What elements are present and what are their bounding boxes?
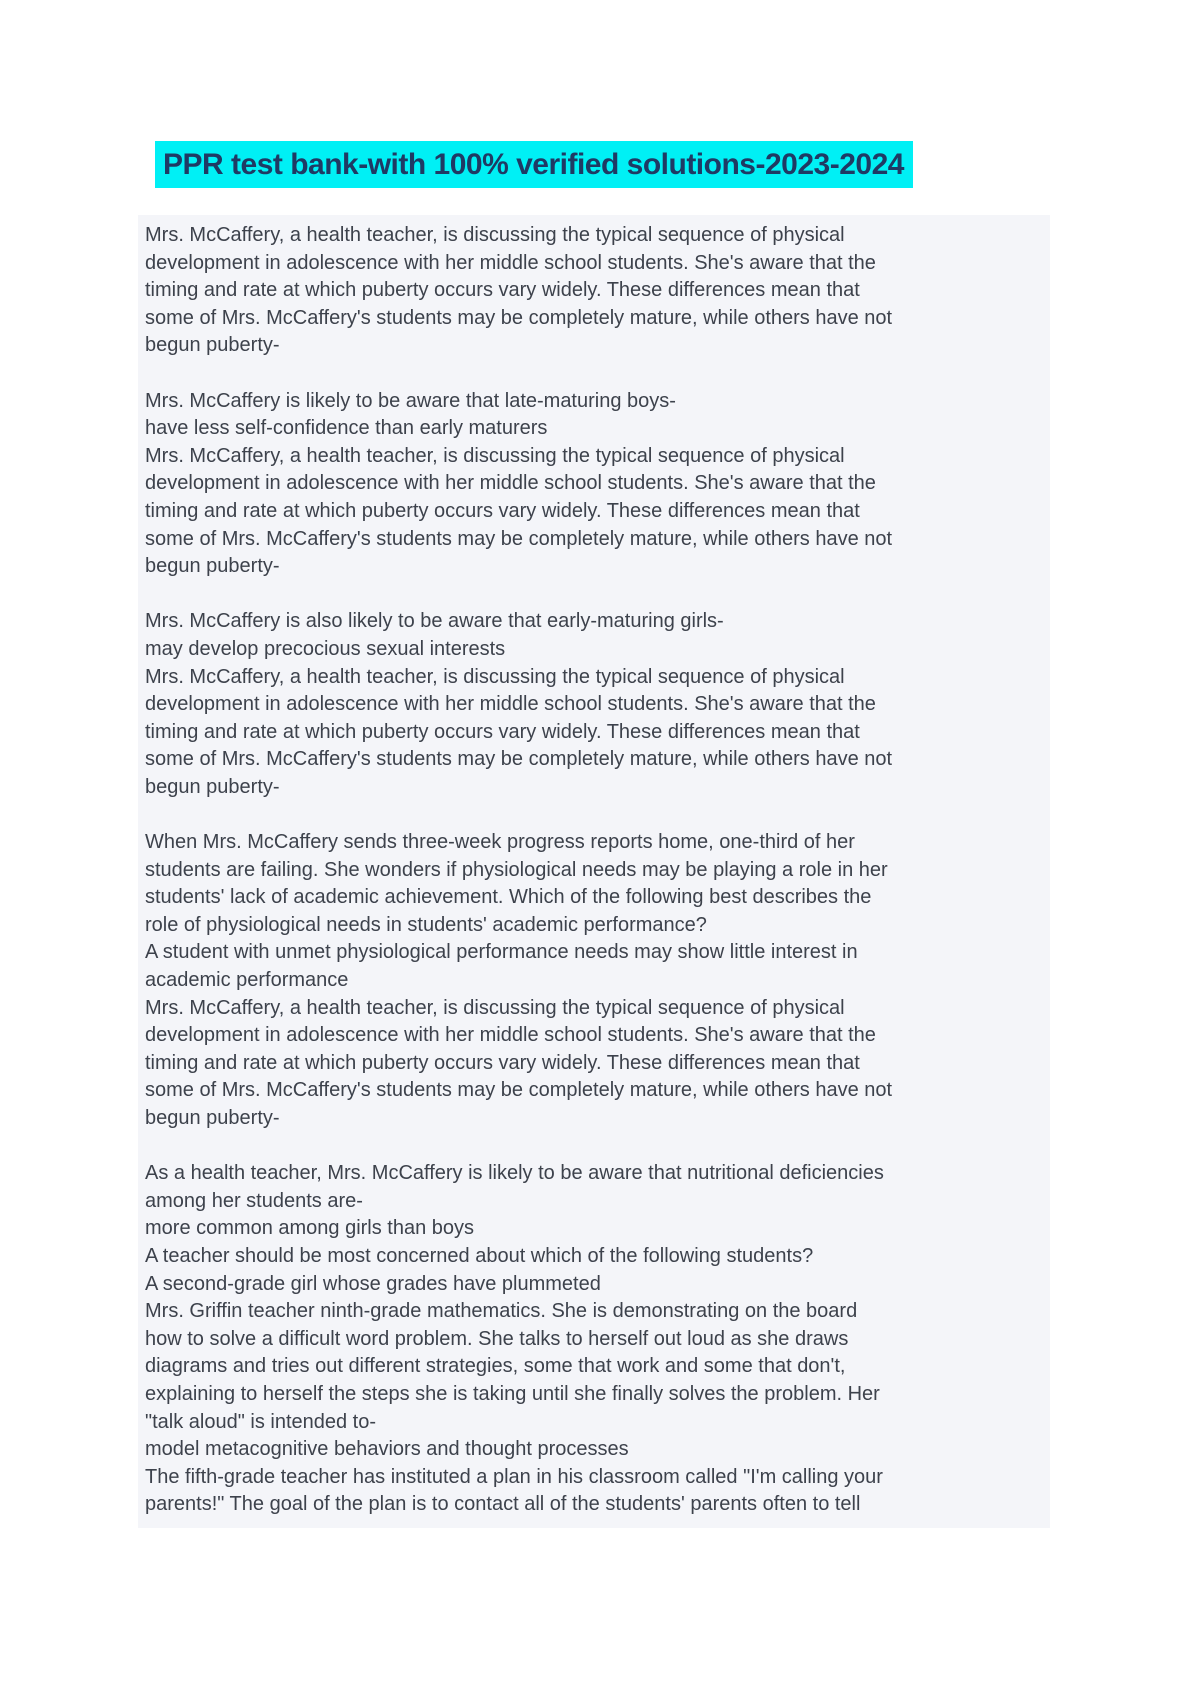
text-line: A student with unmet physiological performance needs may show little interest in	[145, 941, 858, 964]
blank-line	[145, 360, 1045, 388]
text-line: diagrams and tries out different strategies, some that work and some that don't,	[145, 1355, 846, 1378]
text-line: model metacognitive behaviors and thought processes	[145, 1438, 629, 1461]
text-line: Mrs. McCaffery is also likely to be aware that early-maturing girls-	[145, 610, 724, 633]
text-line: begun puberty-	[145, 555, 280, 578]
text-line: development in adolescence with her middle school students. She's aware that the	[145, 693, 876, 716]
text-line: Mrs. Griffin teacher ninth-grade mathematics. She is demonstrating on the board	[145, 1300, 858, 1323]
blank-line	[145, 581, 1045, 609]
text-line: role of physiological needs in students' academic performance?	[145, 913, 707, 936]
text-line: begun puberty-	[145, 775, 280, 798]
text-line: Mrs. McCaffery, a health teacher, is discussing the typical sequence of physical	[145, 665, 845, 688]
text-line: development in adolescence with her middle school students. She's aware that the	[145, 472, 876, 495]
text-line: begun puberty-	[145, 1107, 280, 1129]
text-line: parents!" The goal of the plan is to contact all of the students' parents often to tell	[145, 1493, 861, 1516]
text-line: development in adolescence with her middle school students. She's aware that the	[145, 1024, 876, 1047]
document-body	[138, 215, 1050, 1528]
blank-line	[145, 1133, 1045, 1161]
text-line: timing and rate at which puberty occurs vary widely. These differences mean that	[145, 499, 860, 522]
text-line: students are failing. She wonders if physiological needs may be playing a role in her	[145, 858, 888, 881]
text-line: some of Mrs. McCaffery's students may be completely mature, while others have not	[145, 1079, 893, 1102]
text-line: among her students are-	[145, 1189, 363, 1212]
text-line: how to solve a difficult word problem. She talks to herself out loud as she draws	[145, 1327, 849, 1350]
text-line: Mrs. McCaffery, a health teacher, is discussing the typical sequence of physical	[145, 996, 845, 1019]
text-line: timing and rate at which puberty occurs vary widely. These differences mean that	[145, 279, 860, 302]
text-line: development in adolescence with her middle school students. She's aware that the	[145, 251, 876, 274]
text-line: may develop precocious sexual interests	[145, 637, 506, 660]
text-line: some of Mrs. McCaffery's students may be completely mature, while others have not	[145, 306, 893, 329]
text-line: A teacher should be most concerned about which of the following students?	[145, 1244, 814, 1267]
text-line: Mrs. McCaffery, a health teacher, is discussing the typical sequence of physical	[145, 444, 845, 467]
text-line: academic performance	[145, 969, 349, 992]
text-line: some of Mrs. McCaffery's students may be completely mature, while others have not	[145, 527, 893, 550]
text-line: As a health teacher, Mrs. McCaffery is likely to be aware that nutritional deficiencies	[145, 1162, 884, 1185]
text-line: students' lack of academic achievement. Which of the following best describes the	[145, 886, 872, 909]
text-line: Mrs. McCaffery, a health teacher, is discussing the typical sequence of physical	[145, 224, 845, 246]
text-line: When Mrs. McCaffery sends three-week progress reports home, one-third of her	[145, 831, 855, 854]
text-line: explaining to herself the steps she is taking until she finally solves the problem. Her	[145, 1382, 880, 1405]
text-line: begun puberty-	[145, 334, 280, 357]
text-line: timing and rate at which puberty occurs vary widely. These differences mean that	[145, 720, 860, 743]
blank-line	[145, 801, 1045, 829]
text-line: Mrs. McCaffery is likely to be aware that late-maturing boys-	[145, 389, 676, 412]
text-line: have less self-confidence than early maturers	[145, 417, 548, 440]
text-line: some of Mrs. McCaffery's students may be completely mature, while others have not	[145, 748, 893, 771]
document-title: PPR test bank-with 100% verified solutions-2023-2024	[155, 141, 913, 188]
text-line: The fifth-grade teacher has instituted a plan in his classroom called "I'm calling your	[145, 1465, 883, 1488]
text-line: timing and rate at which puberty occurs vary widely. These differences mean that	[145, 1051, 860, 1074]
text-line: "talk aloud" is intended to-	[145, 1410, 377, 1433]
text-line: A second-grade girl whose grades have plummeted	[145, 1272, 601, 1295]
text-line: more common among girls than boys	[145, 1217, 475, 1240]
